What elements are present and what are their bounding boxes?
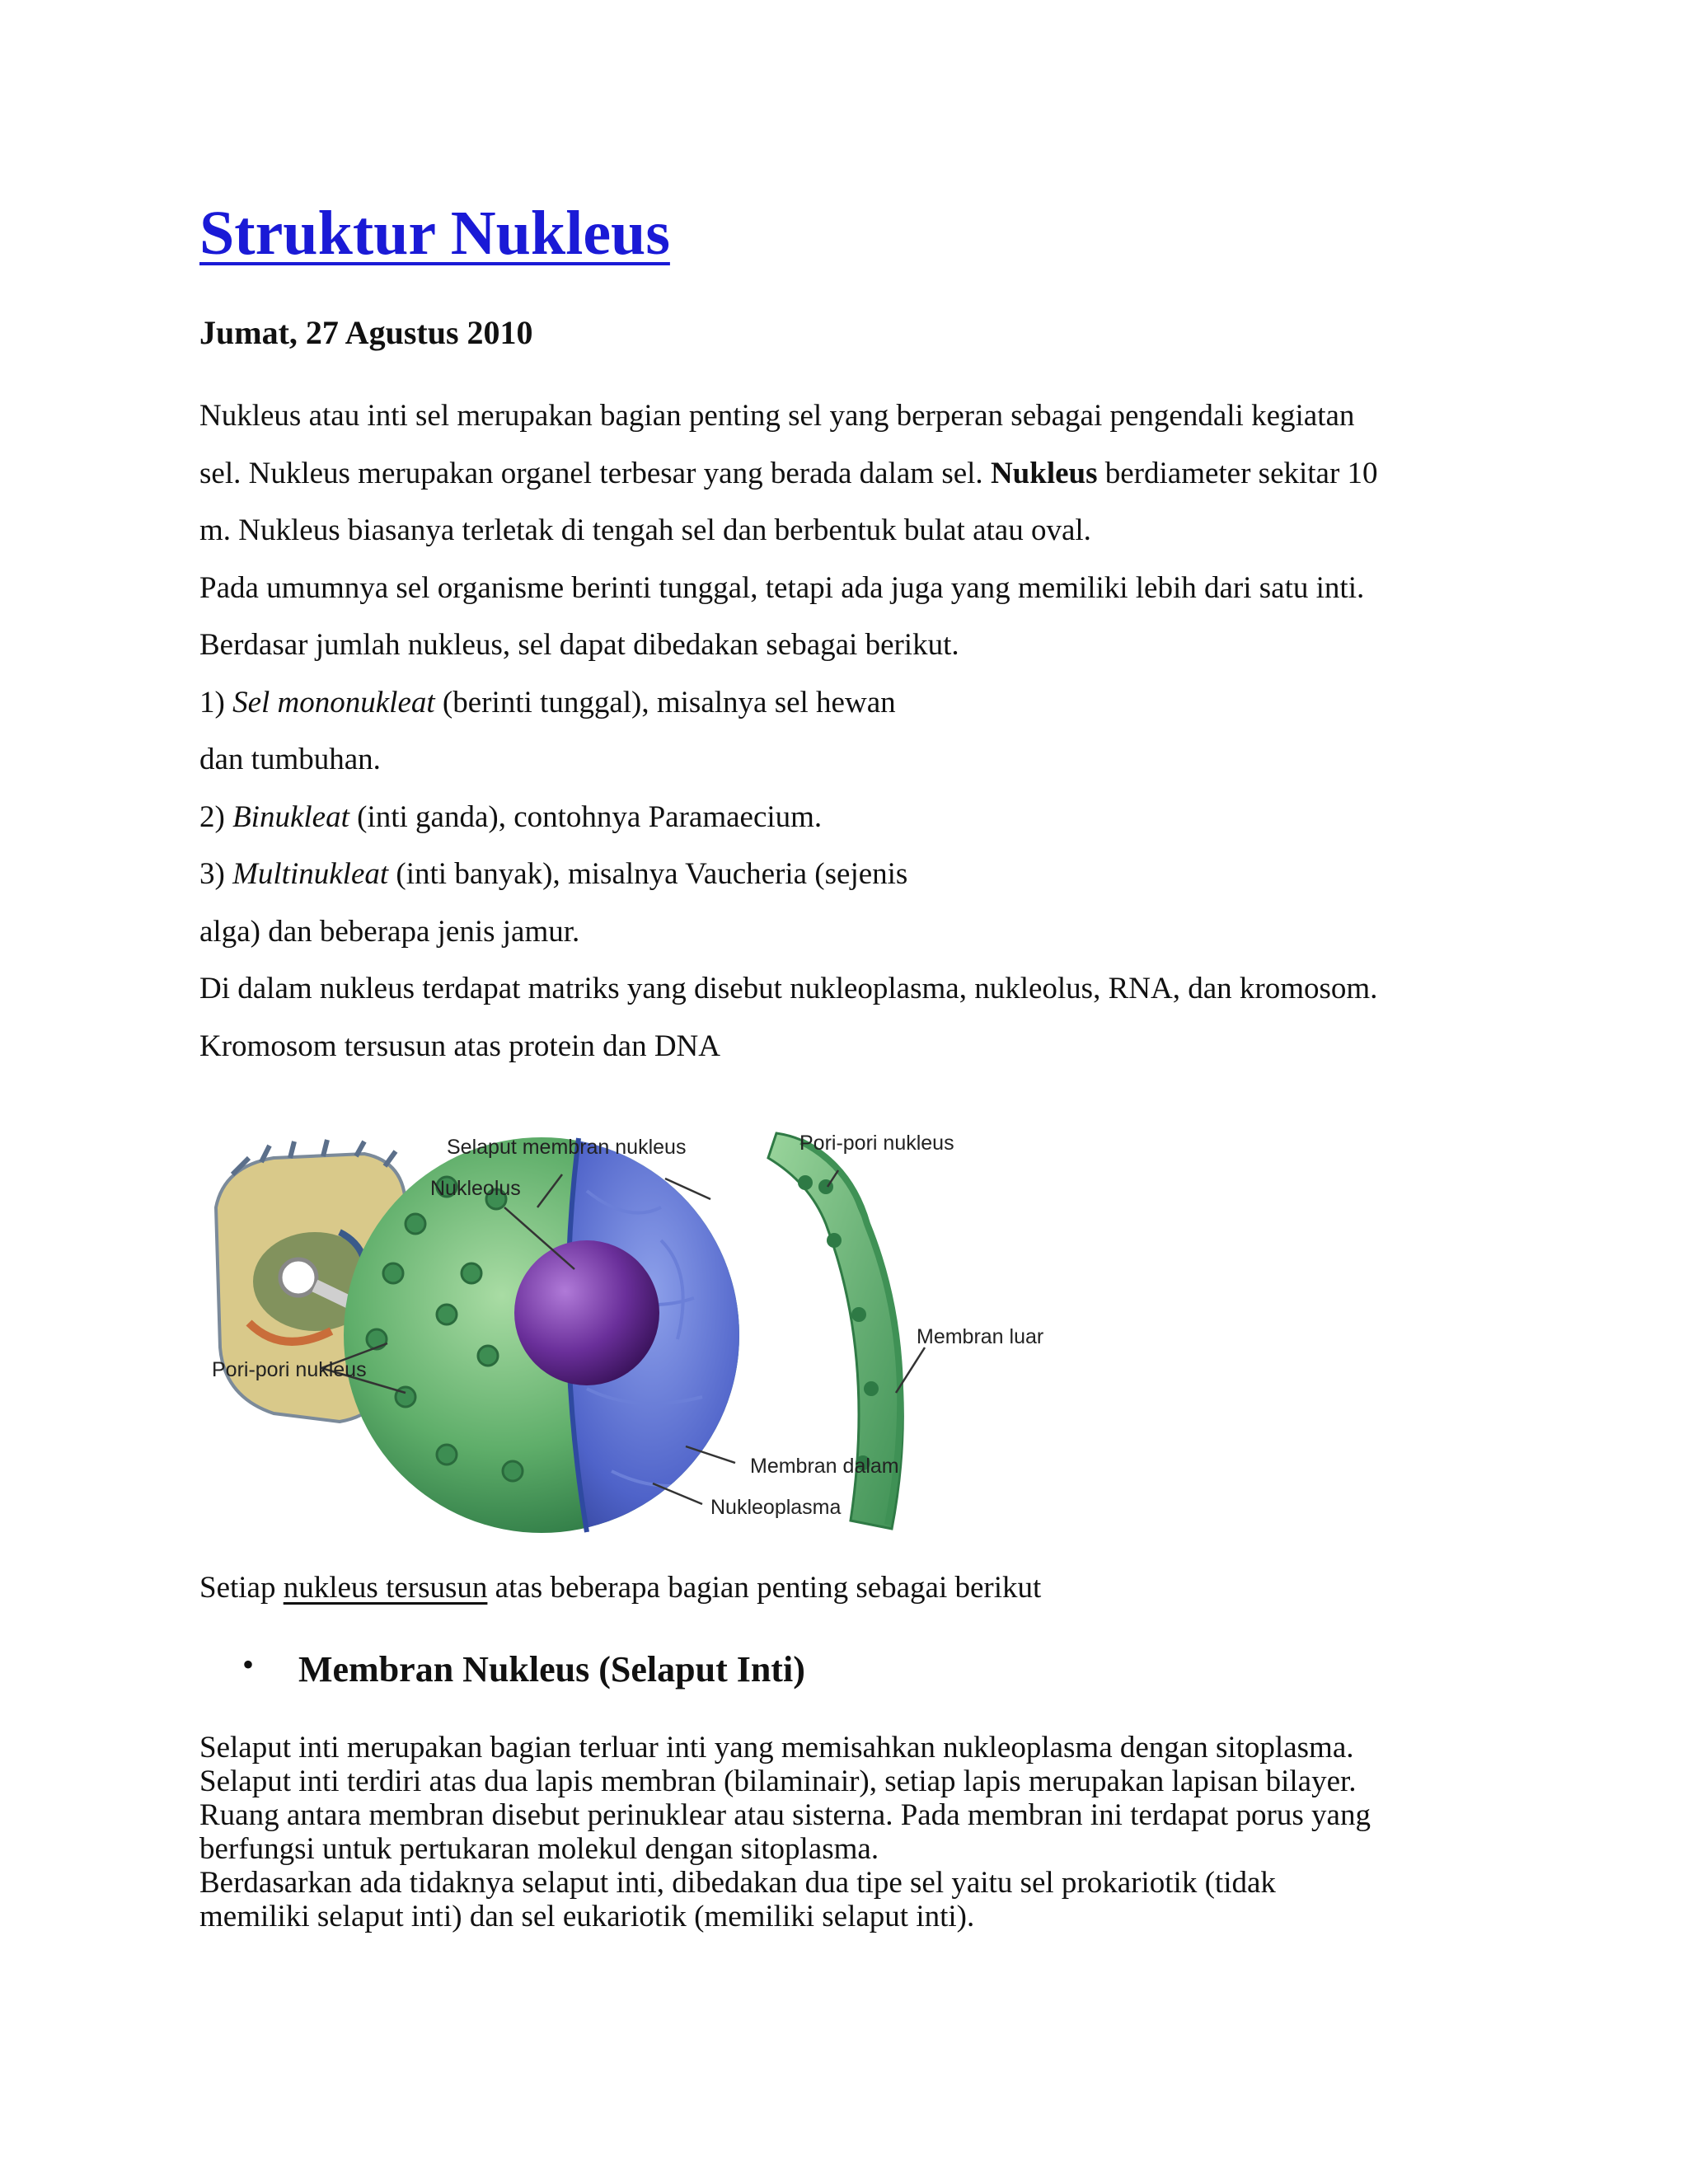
- section-intro-line: [199, 1570, 1041, 1605]
- label-nukleolus: Nukleolus: [430, 1177, 521, 1200]
- bullet-icon: •: [242, 1646, 255, 1683]
- text-run: atas beberapa bagian penting sebagai berikut: [487, 1571, 1042, 1605]
- text-run: (berinti tunggal), misalnya sel hewan: [434, 685, 896, 719]
- paragraph-line: berfungsi untuk pertukaran molekul dengan sitoplasma.: [199, 1832, 879, 1866]
- paragraph-line: Ruang antara membran disebut perinuklear atau sisterna. Pada membran ini terdapat porus yang: [199, 1798, 1371, 1832]
- italic-term: Multinukleat: [232, 857, 389, 891]
- text-run: Setiap: [199, 1571, 284, 1605]
- text-run: 2): [199, 799, 233, 834]
- text-run: sel. Nukleus merupakan organel terbesar yang berada dalam sel.: [199, 456, 991, 490]
- text-run: (inti ganda), contohnya Paramaecium.: [349, 799, 823, 834]
- page-title-link[interactable]: Struktur Nukleus: [199, 199, 670, 268]
- label-membran-dalam: Membran dalam: [750, 1455, 899, 1478]
- text-run: 1): [199, 685, 233, 719]
- membrane-text: [199, 1731, 1493, 1933]
- section-heading-text: Membran Nukleus (Selaput Inti): [298, 1649, 805, 1690]
- paragraph-line: memiliki selaput inti) dan sel eukariotik (memiliki selaput inti).: [199, 1900, 975, 1933]
- intro-text: [199, 387, 1493, 1075]
- text-run: (inti banyak), misalnya Vaucheria (sejenis: [388, 857, 908, 891]
- nukleus-tersusun-link[interactable]: nukleus tersusun: [283, 1571, 488, 1605]
- list-item: [199, 674, 1493, 732]
- paragraph-line: Selaput inti terdiri atas dua lapis membran (bilaminair), setiap lapis merupakan lapisan bilayer.: [199, 1765, 1357, 1798]
- paragraph-line: dan tumbuhan.: [199, 743, 381, 776]
- paragraph-line: Berdasar jumlah nukleus, sel dapat dibedakan sebagai berikut.: [199, 628, 959, 662]
- paragraph-line: Kromosom tersusun atas protein dan DNA: [199, 1029, 720, 1063]
- label-membran-luar: Membran luar: [917, 1325, 1044, 1348]
- nucleus-sphere-icon: [344, 1125, 776, 1545]
- label-pori-pori-left: Pori-pori nukleus: [212, 1358, 367, 1381]
- nucleus-diagram: [199, 1108, 1073, 1554]
- paragraph-line: Nukleus atau inti sel merupakan bagian penting sel yang berperan sebagai pengendali kegiatan: [199, 399, 1355, 433]
- paragraph-line: Di dalam nukleus terdapat matriks yang disebut nukleoplasma, nukleolus, RNA, dan kromosom.: [199, 972, 1378, 1005]
- text-run: berdiameter sekitar 10: [1097, 456, 1378, 490]
- label-pori-pori-top: Pori-pori nukleus: [799, 1132, 954, 1155]
- italic-term: Sel mononukleat: [232, 685, 435, 719]
- paragraph-line: Selaput inti merupakan bagian terluar inti yang memisahkan nukleoplasma dengan sitoplasma.: [199, 1731, 1354, 1765]
- paragraph-line: Berdasarkan ada tidaknya selaput inti, dibedakan dua tipe sel yaitu sel prokariotik (tidak: [199, 1866, 1276, 1900]
- paragraph-line: Pada umumnya sel organisme berinti tunggal, tetapi ada juga yang memiliki lebih dari satu inti.: [199, 570, 1365, 605]
- paragraph-line: [199, 445, 1493, 503]
- list-item: [199, 789, 1493, 846]
- italic-term: Binukleat: [232, 799, 349, 834]
- post-date: Jumat, 27 Agustus 2010: [199, 314, 533, 351]
- label-selaput-membran: Selaput membran nukleus: [447, 1136, 687, 1159]
- text-run: 3): [199, 857, 233, 891]
- bold-term: Nukleus: [990, 456, 1098, 490]
- paragraph-line: alga) dan beberapa jenis jamur.: [199, 914, 580, 949]
- paragraph-line: m. Nukleus biasanya terletak di tengah sel dan berbentuk bulat atau oval.: [199, 513, 1091, 547]
- label-nukleoplasma: Nukleoplasma: [710, 1496, 842, 1519]
- list-item: [199, 846, 1493, 903]
